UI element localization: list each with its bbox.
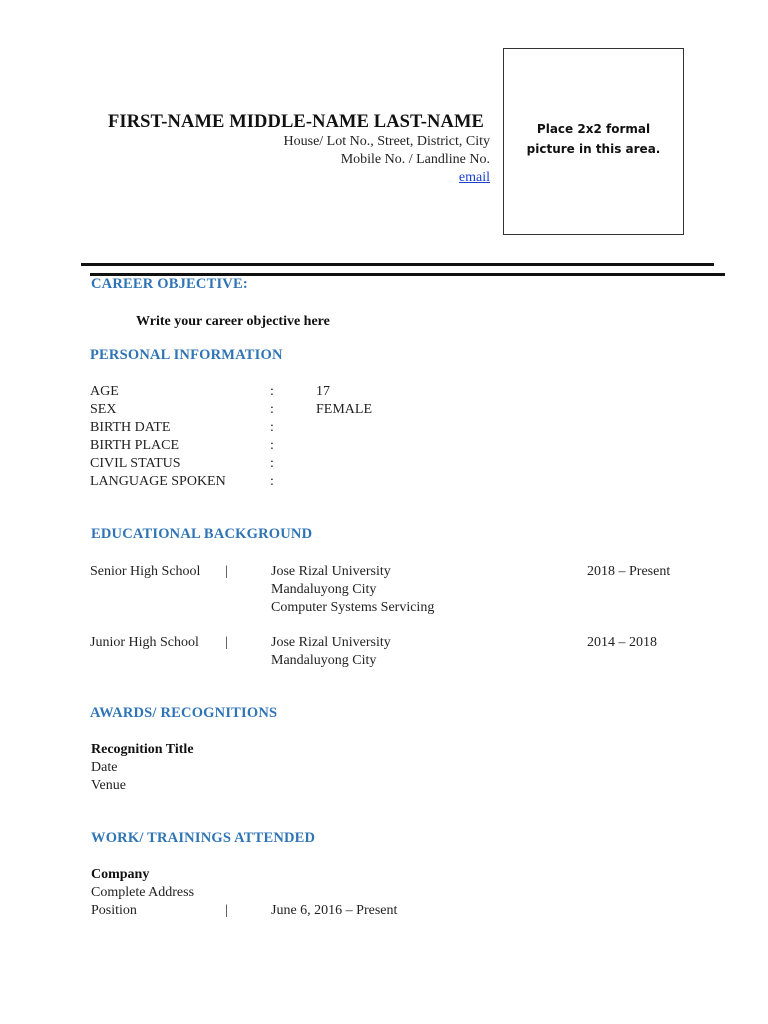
education-years: 2018 – Present bbox=[587, 564, 671, 579]
header-divider-top bbox=[81, 263, 714, 266]
education-level: Junior High School bbox=[90, 635, 199, 650]
education-city: Mandaluyong City bbox=[271, 653, 377, 668]
personal-info-separator: : bbox=[270, 402, 274, 417]
education-separator: | bbox=[225, 564, 228, 579]
personal-info-separator: : bbox=[270, 474, 274, 489]
work-address: Complete Address bbox=[91, 885, 195, 900]
personal-info-label: SEX bbox=[90, 402, 117, 417]
personal-info-label: LANGUAGE SPOKEN bbox=[90, 474, 226, 489]
work-heading: WORK/ TRAININGS ATTENDED bbox=[91, 830, 316, 846]
personal-info-heading: PERSONAL INFORMATION bbox=[90, 347, 283, 363]
applicant-name: FIRST-NAME MIDDLE-NAME LAST-NAME bbox=[108, 112, 484, 132]
email-line bbox=[459, 169, 490, 187]
personal-info-label: BIRTH PLACE bbox=[90, 438, 179, 453]
personal-info-row bbox=[90, 456, 690, 474]
work-position: Position bbox=[91, 903, 137, 918]
personal-info-label: BIRTH DATE bbox=[90, 420, 171, 435]
personal-info-row bbox=[90, 474, 690, 492]
personal-info-separator: : bbox=[270, 438, 274, 453]
personal-info-row bbox=[90, 438, 690, 456]
awards-heading: AWARDS/ RECOGNITIONS bbox=[90, 705, 278, 721]
personal-info-separator: : bbox=[270, 456, 274, 471]
personal-info-label: AGE bbox=[90, 384, 119, 399]
photo-placeholder bbox=[503, 48, 684, 235]
personal-info-separator: : bbox=[270, 384, 274, 399]
email-link[interactable]: email bbox=[458, 170, 490, 185]
address-line: House/ Lot No., Street, District, City bbox=[283, 134, 490, 149]
education-strand: Computer Systems Servicing bbox=[271, 600, 435, 615]
personal-info-value: 17 bbox=[316, 384, 330, 399]
personal-info-separator: : bbox=[270, 420, 274, 435]
photo-placeholder-text: Place 2x2 formal picture in this area. bbox=[526, 122, 661, 156]
education-city: Mandaluyong City bbox=[271, 582, 377, 597]
personal-info-row bbox=[90, 402, 690, 420]
recognition-title: Recognition Title bbox=[91, 742, 194, 757]
education-years: 2014 – 2018 bbox=[587, 635, 657, 650]
career-objective-heading: CAREER OBJECTIVE: bbox=[91, 276, 248, 292]
education-level: Senior High School bbox=[90, 564, 201, 579]
personal-info-row bbox=[90, 384, 690, 402]
education-school: Jose Rizal University bbox=[271, 635, 391, 650]
education-entry-junior-high bbox=[90, 634, 690, 670]
education-entry-senior-high bbox=[90, 563, 690, 617]
work-company: Company bbox=[91, 867, 150, 882]
personal-info-value: FEMALE bbox=[316, 402, 372, 417]
education-school: Jose Rizal University bbox=[271, 564, 391, 579]
recognition-date: Date bbox=[91, 760, 118, 775]
personal-info-row bbox=[90, 420, 690, 438]
career-objective-text: Write your career objective here bbox=[136, 314, 330, 329]
phone-line: Mobile No. / Landline No. bbox=[340, 152, 490, 167]
education-heading: EDUCATIONAL BACKGROUND bbox=[91, 526, 313, 542]
work-separator: | bbox=[225, 903, 228, 918]
personal-info-label: CIVIL STATUS bbox=[90, 456, 181, 471]
work-dates: June 6, 2016 – Present bbox=[271, 903, 398, 918]
education-separator: | bbox=[225, 635, 228, 650]
recognition-venue: Venue bbox=[91, 778, 126, 793]
